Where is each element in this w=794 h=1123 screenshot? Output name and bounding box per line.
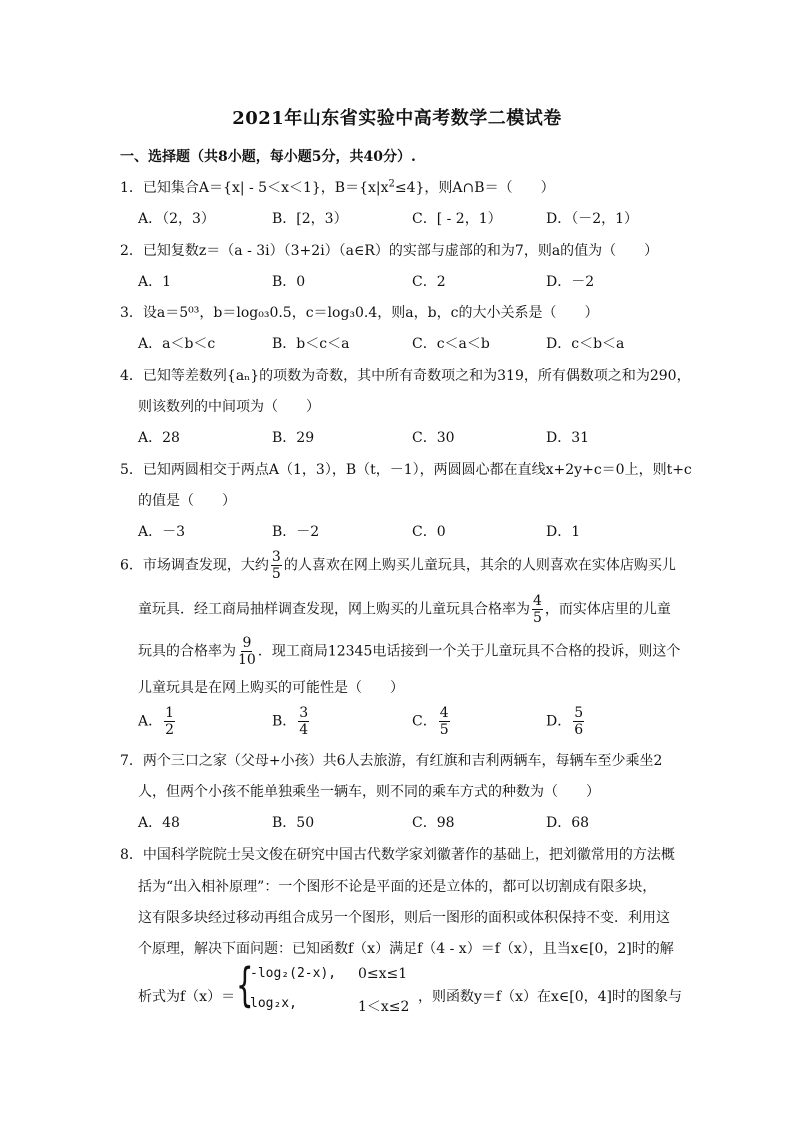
question-6-option-d: D． $\frac{5}{6}$ <box>546 705 584 738</box>
question-7-stem-line-2: 人，但两个小孩不能单独乘坐一辆车，则不同的乘车方式的种数为（ ） <box>138 784 600 800</box>
section-heading: 一、选择题（共8小题，每小题5分，共40分）. <box>120 149 416 165</box>
question-1-option-d: D．（－2，1） <box>546 211 639 227</box>
piecewise-condition-2: 1＜x≤2 <box>358 999 410 1015</box>
question-4-option-b: B．29 <box>272 430 315 446</box>
question-1-option-a: A．（2，3） <box>138 211 215 227</box>
question-6-stem-line-1: 6．市场调查发现，大约 $\frac{3}{5}$ 的人喜欢在网上购买儿童玩具，其余的人则喜欢在实体店购买儿 <box>120 549 676 582</box>
question-4-stem-line-2: 则该数列的中间项为（ ） <box>138 399 320 415</box>
question-6-stem-line-2: 童玩具．经工商局抽样调查发现，网上购买的儿童玩具合格率为 $\frac{4}{5}$ ，而实体店里的儿童 <box>138 593 671 626</box>
question-2-option-b: B．0 <box>272 274 306 290</box>
question-8-stem-line-1: 8．中国科学院院士吴文俊在研究中国古代数学家刘徽著作的基础上，把刘徽常用的方法概 <box>120 847 675 863</box>
question-1-option-c: C．[ - 2，1） <box>412 211 502 227</box>
question-8-stem-line-5-start: 析式为f（x）＝ <box>138 989 236 1005</box>
question-3-option-b: B．b＜c＜a <box>272 336 350 352</box>
question-8-stem-line-5-end: ，则函数y＝f（x）在x∈[0，4]时的图象与 <box>418 989 682 1005</box>
question-3-option-d: D．c＜b＜a <box>546 336 625 352</box>
question-4-stem-line-1: 4．已知等差数列{aₙ}的项数为奇数，其中所有奇数项之和为319，所有偶数项之和为290， <box>120 368 691 384</box>
question-8-stem-line-3: 这有限多块经过移动再组合成另一个图形，则后一图形的面积或体积保持不变．利用这 <box>138 910 670 926</box>
question-3-stem: 3．设a＝5⁰³，b＝log₀₃0.5，c＝log₃0.4，则a，b，c的大小关系是（ ） <box>120 305 599 321</box>
question-8-stem-line-2: 括为“出入相补原理”：一个图形不论是平面的还是立体的，都可以切割成有限多块， <box>138 879 657 895</box>
question-2-stem: 2．已知复数z＝（a - 3i）（3+2i）（a∈R）的实部与虚部的和为7，则a的值为（ ） <box>120 243 659 259</box>
page-title: 2021年山东省实验中高考数学二模试卷 <box>232 108 562 129</box>
question-2-option-d: D．－2 <box>546 274 595 290</box>
question-3-option-c: C．c＜a＜b <box>412 336 490 352</box>
question-5-stem-line-1: 5．已知两圆相交于两点A（1，3），B（t，－1），两圆圆心都在直线x+2y+c＝0上，则t+c <box>120 462 692 478</box>
piecewise-case-2: log₂x, <box>250 996 297 1011</box>
question-5-option-d: D．1 <box>546 524 581 540</box>
question-1-stem: 1．已知集合A＝{x| - 5＜x＜1}，$B=\{x|x^2\le 4\}$，则A∩B＝（ ） <box>120 178 555 196</box>
question-5-option-b: B．－2 <box>272 524 320 540</box>
piecewise-condition-1: 0≤x≤1 <box>358 966 408 982</box>
question-7-option-a: A．48 <box>138 815 180 831</box>
question-4-option-d: D．31 <box>546 430 590 446</box>
question-6-stem-line-4: 儿童玩具是在网上购买的可能性是（ ） <box>138 680 404 696</box>
fraction: $\frac{3}{5}$ <box>271 549 281 582</box>
question-5-stem-line-2: 的值是（ ） <box>138 493 236 509</box>
left-brace: { <box>236 958 254 1012</box>
question-3-option-a: A．a＜b＜c <box>138 336 216 352</box>
question-8-stem-line-4: 个原理，解决下面问题：已知函数f（x）满足f（4 - x）＝f（x），且当x∈[0，2]时的解 <box>138 941 674 957</box>
question-5-option-c: C．0 <box>412 524 446 540</box>
question-6-option-b: B． $\frac{3}{4}$ <box>272 705 309 738</box>
fraction: $\frac{4}{5}$ <box>533 593 542 626</box>
question-6-stem-line-3: 玩具的合格率为 $\frac{9}{10}$ ．现工商局12345电话接到一个关于儿童玩具不合格的投诉，则这个 <box>138 635 681 668</box>
question-7-option-b: B．50 <box>272 815 315 831</box>
question-1-option-b: B．[2，3） <box>272 211 348 227</box>
question-4-option-c: C．30 <box>412 430 455 446</box>
question-6-option-a: A． $\frac{1}{2}$ <box>138 705 175 738</box>
question-7-option-c: C．98 <box>412 815 455 831</box>
piecewise-case-1: -log₂(2-x), <box>250 966 337 981</box>
question-2-option-c: C．2 <box>412 274 446 290</box>
question-2-option-a: A．1 <box>138 274 172 290</box>
question-4-option-a: A．28 <box>138 430 180 446</box>
fraction: $\frac{9}{10}$ <box>238 635 256 668</box>
question-7-option-d: D．68 <box>546 815 590 831</box>
question-7-stem-line-1: 7．两个三口之家（父母+小孩）共6人去旅游，有红旗和吉利两辆车，每辆车至少乘坐2 <box>120 753 663 769</box>
question-5-option-a: A．－3 <box>138 524 186 540</box>
question-6-option-c: C． $\frac{4}{5}$ <box>412 705 449 738</box>
